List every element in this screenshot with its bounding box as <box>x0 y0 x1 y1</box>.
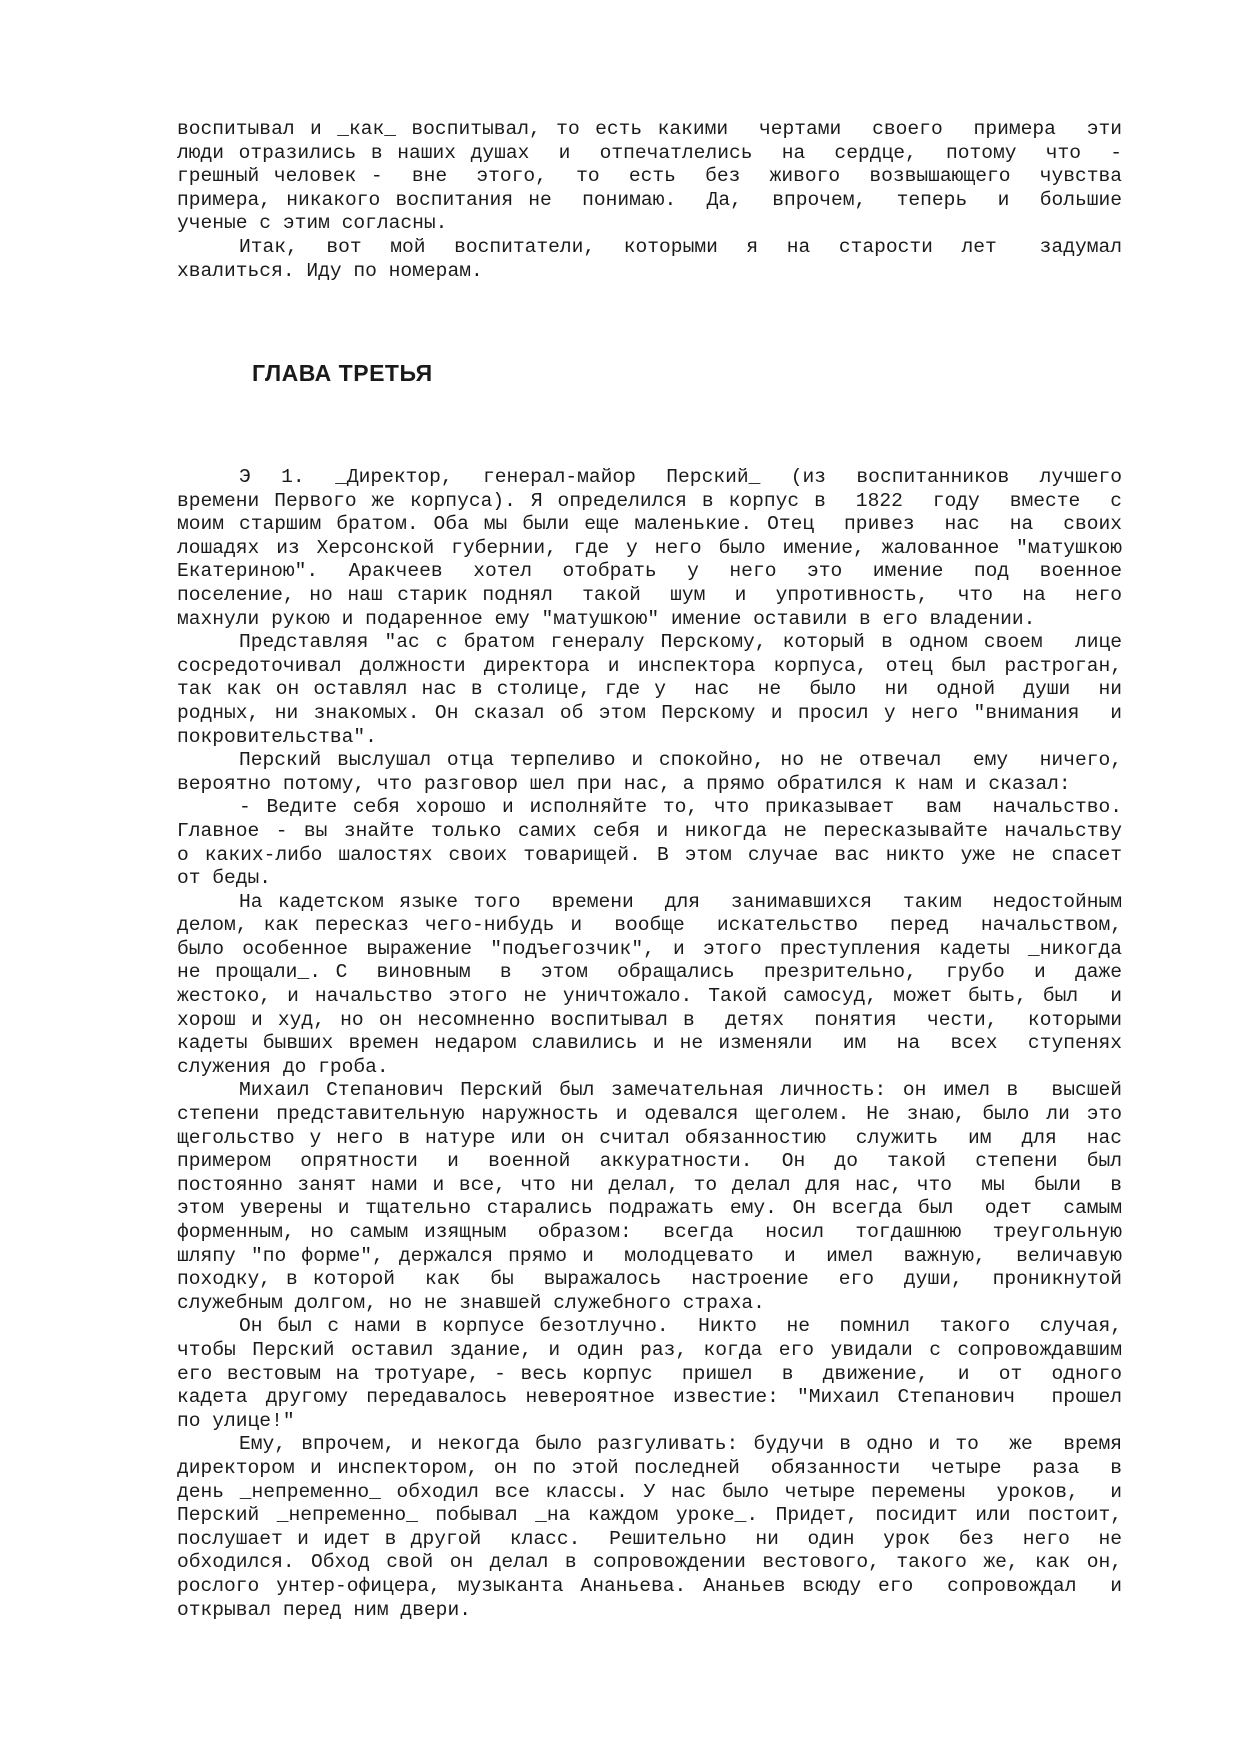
text-line: постоянно занят нами и все, что ни делал, то делал для нас, что мы были в <box>177 1173 1122 1196</box>
text-line: Михаил Степанович Перский был замечательная личность: он имел в высшей <box>239 1079 1122 1102</box>
text-line: Представляя "ас с братом генералу Перскому, который в одном своем лице <box>239 631 1122 654</box>
text-line: Итак, вот мой воспитатели, которыми я на старости лет задумал <box>239 235 1122 258</box>
text-line: Перский _непременно_ побывал _на каждом уроке_. Придет, посидит или постоит, <box>177 1504 1122 1527</box>
text-line: его вестовым на тротуаре, - весь корпус пришел в движение, и от одного <box>177 1362 1122 1385</box>
text-line: шляпу "по форме", держался прямо и молодцевато и имел важную, величавую <box>177 1244 1122 1267</box>
paragraph <box>177 1433 1122 1622</box>
text-line: моим старшим братом. Оба мы были еще маленькие. Отец привез нас на своих <box>177 513 1122 536</box>
text-line: ученые с этим согласны. <box>177 212 448 235</box>
text-line: люди отразились в наших душах и отпечатлелись на сердце, потому что - <box>177 141 1122 164</box>
text-line: кадеты бывших времен недаром славились и не изменяли им на всех ступенях <box>177 1032 1122 1055</box>
text-line: хвалиться. Иду по номерам. <box>177 259 483 282</box>
top-text-block <box>177 118 1122 283</box>
text-line: Перский выслушал отца терпеливо и спокойно, но не отвечал ему ничего, <box>239 749 1122 772</box>
text-line: чтобы Перский оставил здание, и один раз, когда его увидали с сопровождавшим <box>177 1338 1122 1361</box>
text-line: по улице!" <box>177 1409 295 1432</box>
main-text-block <box>177 466 1122 1622</box>
text-line: кадета другому передавалось невероятное известие: "Михаил Степанович прошел <box>177 1386 1122 1409</box>
text-line: вероятно потому, что разговор шел при нас, а прямо обратился к нам и сказал: <box>177 772 1071 795</box>
text-line: не прощали_. С виновным в этом обращались презрительно, грубо и даже <box>177 961 1122 984</box>
text-line: грешный человек - вне этого, то есть без живого возвышающего чувства <box>177 165 1122 188</box>
text-line: Екатериною". Аракчеев хотел отобрать у него это имение под военное <box>177 560 1122 583</box>
paragraph <box>177 1315 1122 1433</box>
text-line: поселение, но наш старик поднял такой шум и упротивность, что на него <box>177 583 1122 606</box>
text-line: Ему, впрочем, и некогда было разгуливать: будучи в одно и то же время <box>239 1433 1122 1456</box>
text-line: так как он оставлял нас в столице, где у нас не было ни одной души ни <box>177 678 1122 701</box>
text-line: хорош и худ, но он несомненно воспитывал в детях понятия чести, которыми <box>177 1008 1122 1031</box>
text-line: от беды. <box>177 867 272 890</box>
text-line: день _непременно_ обходил все классы. У нас было четыре перемены уроков, и <box>177 1480 1122 1503</box>
text-line: рослого унтер-офицера, музыканта Ананьева. Ананьев всюду его сопровождал и <box>177 1574 1122 1597</box>
text-line: времени Первого же корпуса). Я определился в корпус в 1822 году вместе с <box>177 489 1122 512</box>
text-line: было особенное выражение "подъегозчик", и этого преступления кадеты _никогда <box>177 937 1122 960</box>
text-line: служения до гроба. <box>177 1055 389 1078</box>
text-line: Э 1. _Директор, генерал-майор Перский_ (из воспитанников лучшего <box>239 466 1122 488</box>
paragraph <box>177 749 1122 796</box>
text-line: степени представительную наружность и одевался щеголем. Не знаю, было ли это <box>177 1103 1122 1126</box>
text-line: походку, в которой как бы выражалось настроение его души, проникнутой <box>177 1268 1122 1291</box>
text-line: этом уверены и тщательно старались подражать ему. Он всегда был одет самым <box>177 1197 1122 1220</box>
text-line: примером опрятности и военной аккуратности. Он до такой степени был <box>177 1150 1122 1173</box>
paragraph <box>177 236 1122 283</box>
text-line: делом, как пересказ чего-нибудь и вообще искательство перед начальством, <box>177 914 1122 937</box>
paragraph <box>177 796 1122 890</box>
paragraph <box>177 891 1122 1080</box>
paragraph <box>177 118 1122 236</box>
paragraph <box>177 1079 1122 1315</box>
text-line: махнули рукою и подаренное ему "матушкою" имение оставили в его владении. <box>177 607 1036 630</box>
text-line: примера, никакого воспитания не понимаю. Да, впрочем, теперь и большие <box>177 188 1122 211</box>
text-line: послушает и идет в другой класс. Решительно ни один урок без него не <box>177 1527 1122 1550</box>
text-line: обходился. Обход свой он делал в сопровождении вестового, такого же, как он, <box>177 1551 1122 1574</box>
text-line: сосредоточивал должности директора и инспектора корпуса, отец был растроган, <box>177 654 1122 677</box>
paragraph <box>177 466 1122 631</box>
text-line: - Ведите себя хорошо и исполняйте то, что приказывает вам начальство. <box>239 796 1122 819</box>
text-line: Он был с нами в корпусе безотлучно. Никто не помнил такого случая, <box>239 1315 1122 1338</box>
chapter-heading: ГЛАВА ТРЕТЬЯ <box>252 360 433 386</box>
text-line: На кадетском языке того времени для занимавшихся таким недостойным <box>239 890 1122 913</box>
text-line: покровительства". <box>177 725 377 748</box>
text-line: форменным, но самым изящным образом: всегда носил тогдашнюю треугольную <box>177 1221 1122 1243</box>
text-line: лошадях из Херсонской губернии, где у него было имение, жалованное "матушкою <box>177 536 1122 559</box>
text-line: Главное - вы знайте только самих себя и никогда не пересказывайте начальству <box>177 819 1122 842</box>
text-line: щегольство у него в натуре или он считал обязанностию служить им для нас <box>177 1126 1122 1149</box>
text-line: директором и инспектором, он по этой последней обязанности четыре раза в <box>177 1456 1122 1479</box>
text-line: родных, ни знакомых. Он сказал об этом Перскому и просил у него "внимания и <box>177 701 1122 724</box>
text-line: жестоко, и начальство этого не уничтожало. Такой самосуд, может быть, был и <box>177 985 1122 1008</box>
text-line: открывал перед ним двери. <box>177 1598 471 1621</box>
text-line: служебным долгом, но не знавшей служебного страха. <box>177 1291 765 1314</box>
paragraph <box>177 631 1122 749</box>
text-line: о каких-либо шалостях своих товарищей. В этом случае вас никто уже не спасет <box>177 843 1122 866</box>
text-line: воспитывал и _как_ воспитывал, то есть какими чертами своего примера эти <box>177 118 1122 140</box>
